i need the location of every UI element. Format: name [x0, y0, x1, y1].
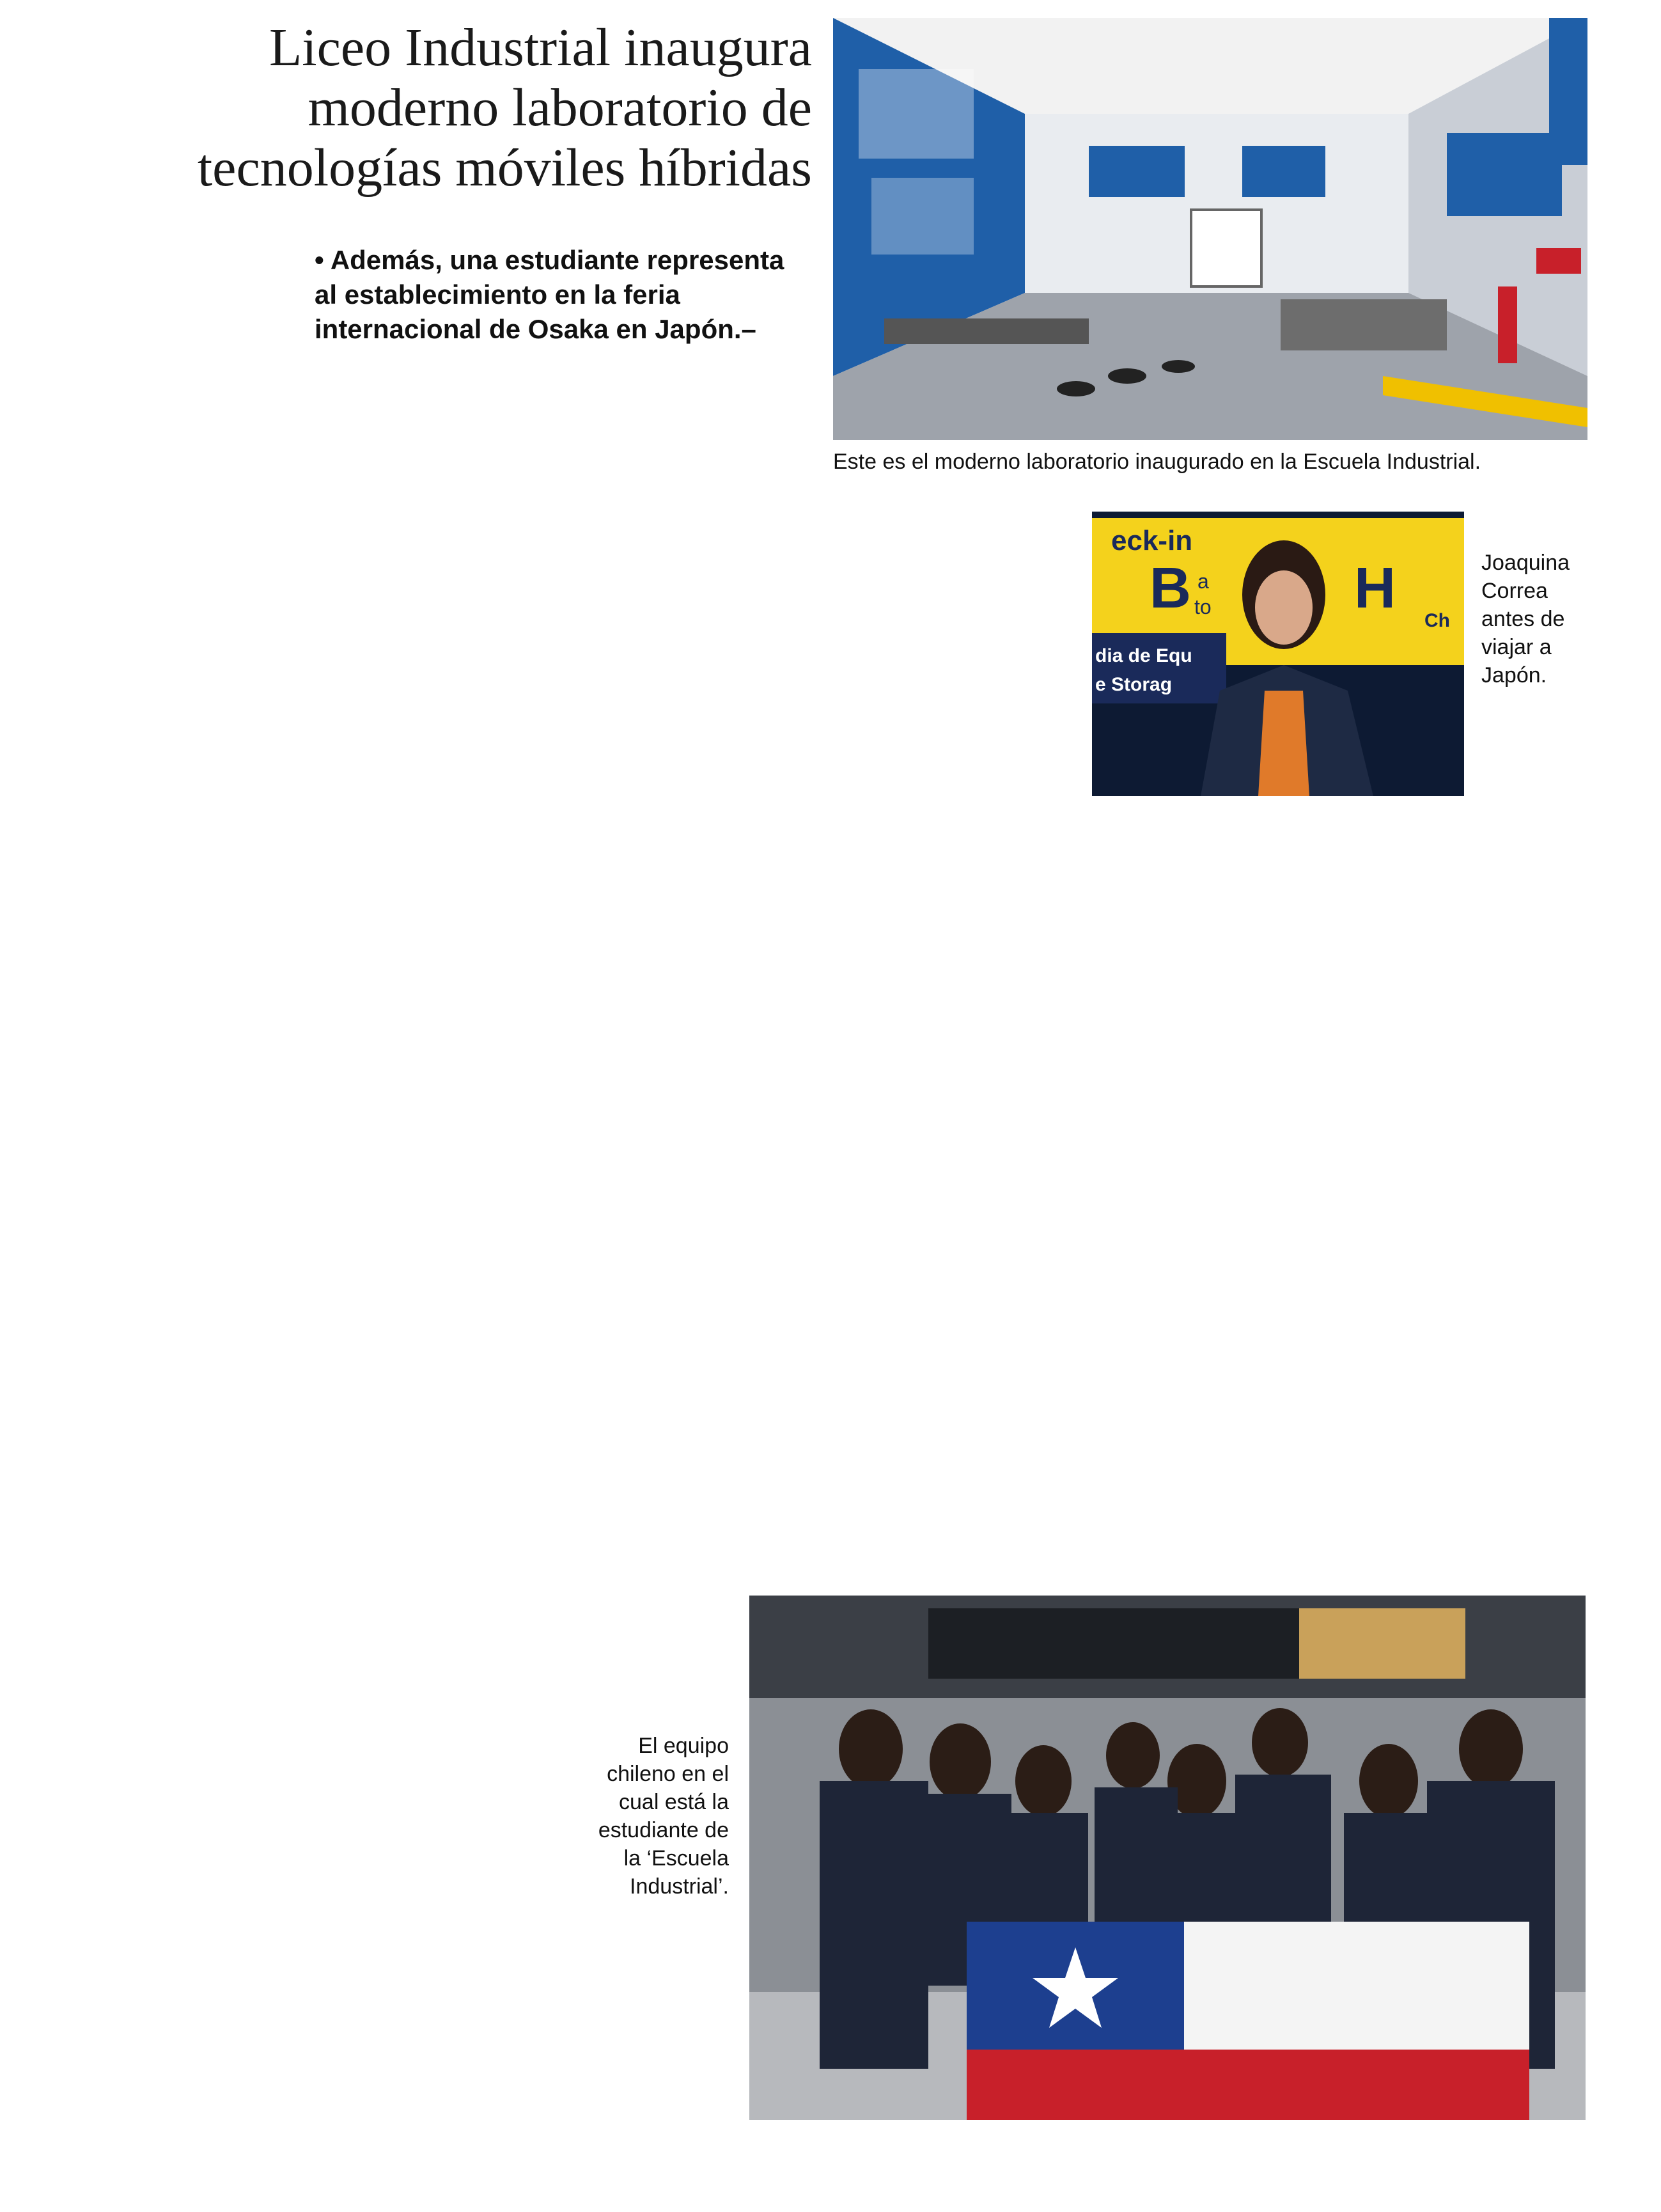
joaquina-photo-caption: Joaquina Correa antes de viajar a Japón. [1481, 551, 1570, 687]
headline-line-3: tecnologías móviles híbridas [197, 138, 812, 198]
sign-equipaje-text: dia de Equ [1095, 645, 1192, 666]
headline [58, 18, 812, 198]
joaquina-photo [1092, 512, 1464, 796]
team-photo [749, 1596, 1586, 2120]
lab-photo [833, 18, 1587, 440]
subhead: • Además, una estudiante representa al establecimiento en la feria internacional de Osaka en Japón.– [315, 245, 784, 344]
sign-b-text: B [1150, 556, 1191, 620]
team-photo-caption: El equipo chileno en el cual está la estudiante de la ‘Escuela Industrial’. [598, 1734, 729, 1899]
sign-a-text: a [1197, 570, 1209, 593]
sign-storage-text: e Storag [1095, 674, 1173, 695]
sign-to-text: to [1194, 595, 1212, 618]
sign-checkin-text: eck-in [1111, 525, 1193, 556]
lab-photo-caption: Este es el moderno laboratorio inaugurado en la Escuela Industrial. [833, 450, 1481, 474]
headline-line-1: Liceo Industrial inaugura [269, 18, 812, 77]
headline-line-2: moderno laboratorio de [308, 78, 812, 137]
sign-ch-text: Ch [1424, 610, 1450, 631]
sign-h-text: H [1354, 556, 1396, 620]
